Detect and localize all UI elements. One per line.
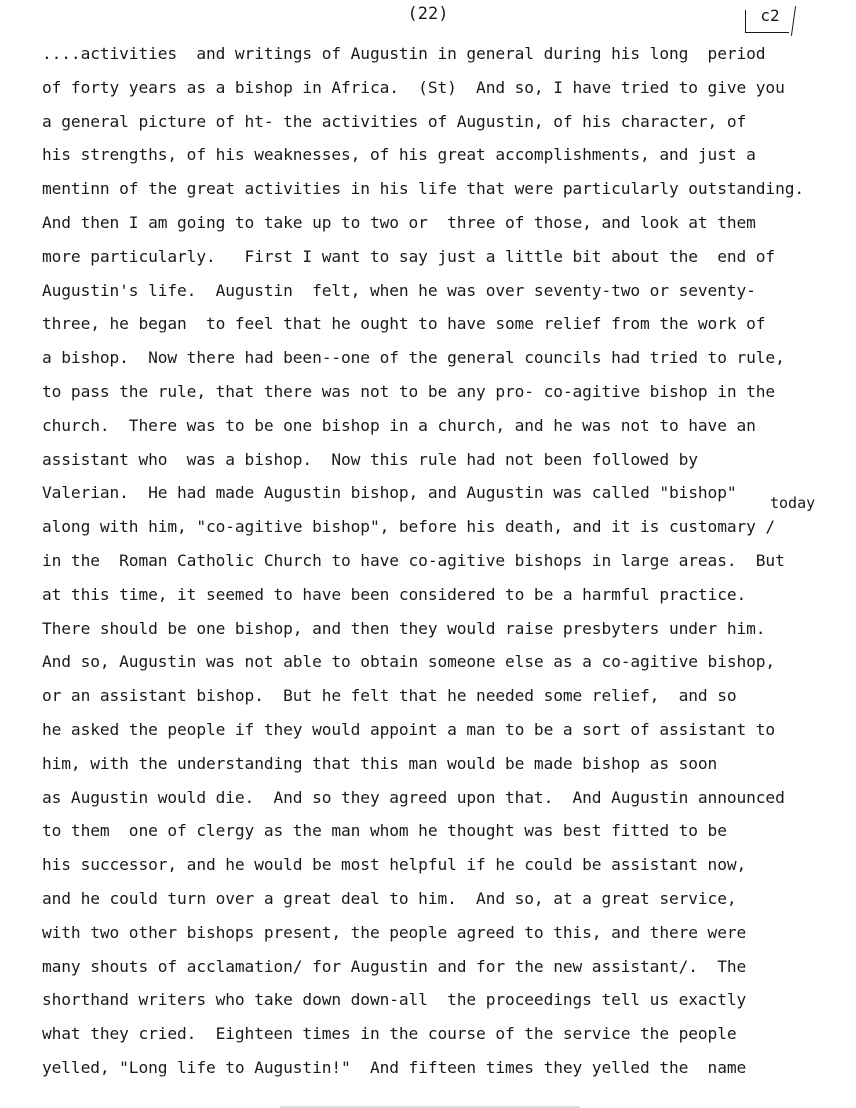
text-line: or an assistant bishop. But he felt that he needed some relief, and so [42,686,737,706]
text-line: assistant who was a bishop. Now this rule had not been followed by [42,449,698,469]
text-line: he asked the people if they would appoint a man to be a sort of assistant to [42,719,776,739]
text-line: shorthand writers who take down down-all the proceedings tell us exactly [42,990,747,1010]
typescript-body [42,37,842,1085]
text-line: his strengths, of his weaknesses, of his great accomplishments, and just a [42,145,756,165]
text-line: his successor, and he would be most helpful if he could be assistant now, [42,855,747,875]
text-line: and he could turn over a great deal to him. And so, at a great service, [42,888,737,908]
text-line: three, he began to feel that he ought to have some relief from the work of [42,314,766,334]
page-code-label: c2 [760,6,780,25]
text-line: And then I am going to take up to two or three of those, and look at them [42,212,756,232]
text-line: a general picture of ht- the activities of Augustin, of his character, of [42,111,747,131]
text-line: what they cried. Eighteen times in the course of the service the people [42,1024,737,1044]
text-line: in the Roman Catholic Church to have co-agitive bishops in large areas. But [42,550,785,570]
text-line: And so, Augustin was not able to obtain someone else as a co-agitive bishop, [42,652,776,672]
text-line: to them one of clergy as the man whom he thought was best fitted to be [42,821,727,841]
text-line: ....activities and writings of Augustin in general during his long period [42,44,766,63]
text-line: There should be one bishop, and then they would raise presbyters under him. [42,618,766,638]
text-line: mentinn of the great activities in his life that were particularly outstanding. [42,179,805,199]
page-code-box [745,6,795,32]
text-line: of forty years as a bishop in Africa. (St) And so, I have tried to give you [42,77,785,97]
text-line: Augustin's life. Augustin felt, when he was over seventy-two or seventy- [42,280,756,300]
bracket-bottom-mark [745,32,789,33]
text-line: along with him, "co-agitive bishop", before his death, and it is customary / [42,517,776,537]
text-line: a bishop. Now there had been--one of the general councils had tried to rule, [42,348,785,368]
text-line: with two other bishops present, the people agreed to this, and there were [42,922,747,942]
text-line: many shouts of acclamation/ for Augustin and for the new assistant/. The [42,956,747,976]
text-line: church. There was to be one bishop in a church, and he was not to have an [42,415,756,435]
text-line: him, with the understanding that this man would be made bishop as soon [42,753,718,773]
text-line: to pass the rule, that there was not to be any pro- co-agitive bishop in the [42,381,776,401]
text-line: at this time, it seemed to have been considered to be a harmful practice. [42,584,747,604]
page-number: (22) [407,4,449,24]
text-line: more particularly. First I want to say just a little bit about the end of [42,246,776,266]
text-line: as Augustin would die. And so they agreed upon that. And Augustin announced [42,787,785,807]
interlinear-insert: today [770,494,816,512]
text-line: yelled, "Long life to Augustin!" And fifteen times they yelled the name [42,1057,747,1077]
bracket-left-mark [745,10,746,32]
text-line: Valerian. He had made Augustin bishop, and Augustin was called "bishop" [42,483,737,503]
